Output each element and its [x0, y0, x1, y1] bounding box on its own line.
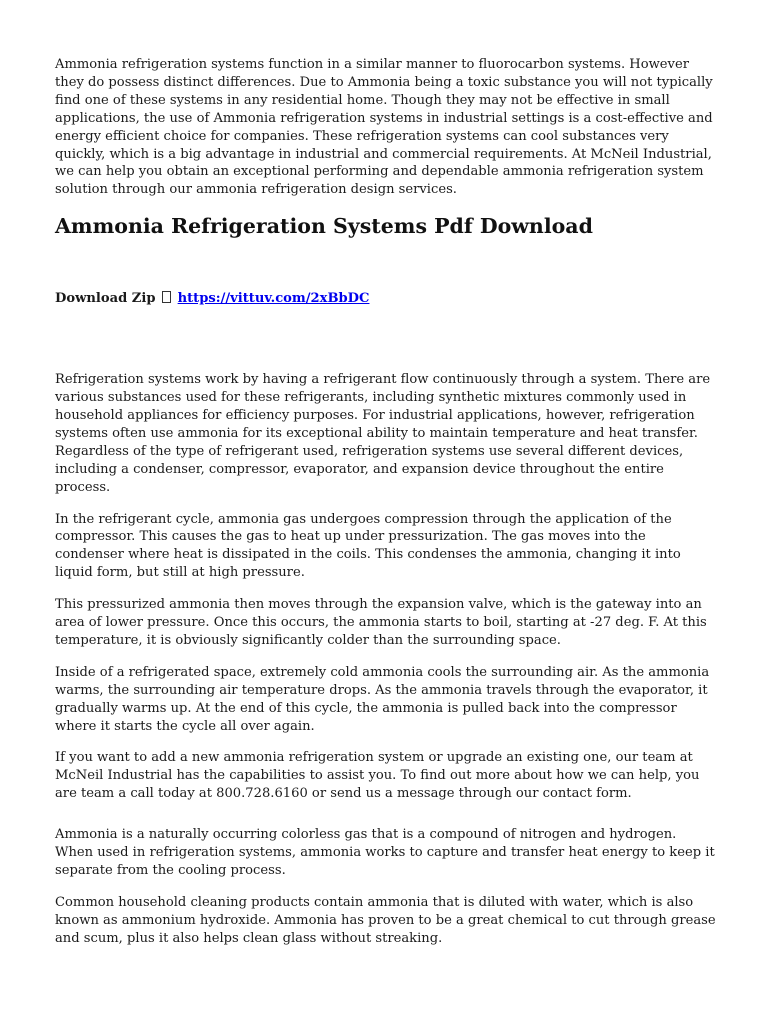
body-paragraph: This pressurized ammonia then moves through the expansion valve, which is the gateway into an area of lower pressure. Once this occurs, the ammonia starts to boil, starting at -27 deg. F. At this temperature, it is obviously significantly colder than the surrounding space.	[55, 597, 707, 648]
article-body-continued	[55, 826, 717, 947]
body-paragraph: If you want to add a new ammonia refrigeration system or upgrade an existing one, our team at McNeil Industrial has the capabilities to assist you. To find out more about how we can help, you are team a call today at 800.728.6160 or send us a message through our contact form.	[55, 750, 700, 802]
body-paragraph: Refrigeration systems work by having a refrigerant flow continuously through a system. There are various substances used for these refrigerants, including synthetic mixtures commonly used in household appliances for efficiency purposes. For industrial applications, however, refrigeration systems often use ammonia for its exceptional ability to maintain temperature and heat transfer. Regardless of the type of refrigerant used, refrigeration systems use several different devices, including a condenser, compressor, evaporator, and expansion device throughout the entire process.	[55, 372, 711, 495]
page-title: Ammonia Refrigeration Systems Pdf Download	[55, 214, 593, 239]
document-page	[55, 56, 717, 962]
body-paragraph: Inside of a refrigerated space, extremely cold ammonia cools the surrounding air. As the ammonia warms, the surrounding air temperature drops. As the ammonia travels through the evaporator, it gradually warms up. At the end of this cycle, the ammonia is pulled back into the compressor where it starts the cycle all over again.	[55, 664, 710, 734]
body-paragraph: In the refrigerant cycle, ammonia gas undergoes compression through the application of the compressor. This causes the gas to heat up under pressurization. The gas moves into the condenser where heat is dissipated in the coils. This condenses the ammonia, changing it into liquid form, but still at high pressure.	[55, 511, 681, 581]
intro-paragraph: Ammonia refrigeration systems function in a similar manner to fluorocarbon systems. However they do possess distinct differences. Due to Ammonia being a toxic substance you will not typically find one of these systems in any residential home. Though they may not be effective in small applications, the use of Ammonia refrigeration systems in industrial settings is a cost-effective and energy efficient choice for companies. These refrigeration systems can cool substances very quickly, which is a big advantage in industrial and commercial requirements. At McNeil Industrial, we can help you obtain an exceptional performing and dependable ammonia refrigeration system solution through our ammonia refrigeration design services.	[55, 57, 713, 198]
arrow-glyph-icon	[162, 291, 171, 303]
body-paragraph: Ammonia is a naturally occurring colorless gas that is a compound of nitrogen and hydrogen. When used in refrigeration systems, ammonia works to capture and transfer heat energy to keep it separate from the cooling process.	[55, 827, 715, 878]
article-body	[55, 371, 717, 803]
download-link[interactable]: https://vittuv.com/2xBbDC	[177, 291, 370, 307]
download-line	[55, 290, 717, 308]
download-label: Download Zip	[55, 291, 156, 307]
body-paragraph: Common household cleaning products contain ammonia that is diluted with water, which is also known as ammonium hydroxide. Ammonia has proven to be a great chemical to cut through grease and scum, plus it also helps clean glass without streaking.	[55, 894, 716, 946]
